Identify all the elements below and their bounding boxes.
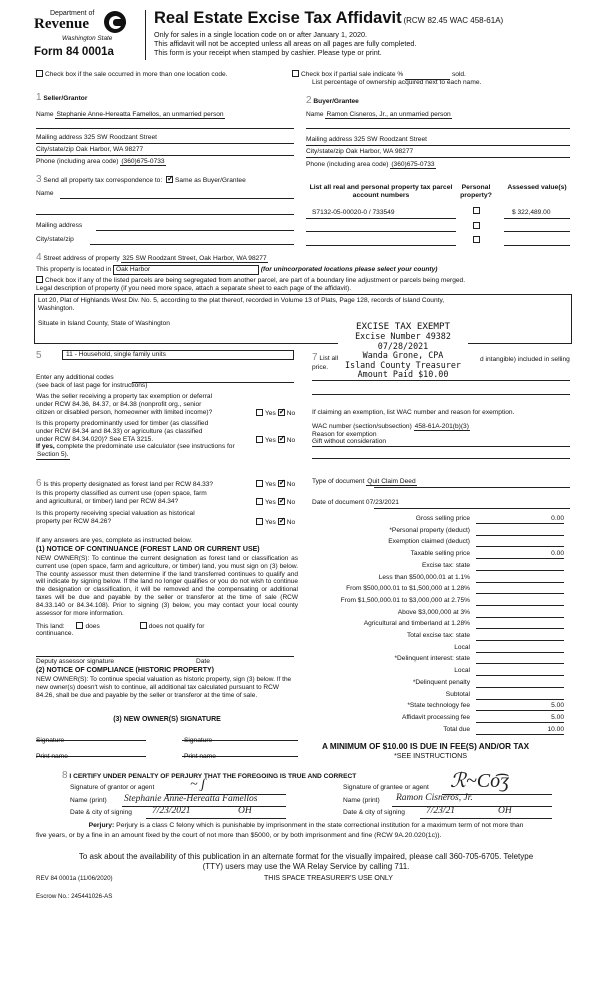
seller-name: Name Stephanie Anne-Hereatta Famellos, an unmarried person	[36, 111, 224, 118]
new-owner-signature-head: (3) NEW OWNER(S) SIGNATURE	[113, 716, 221, 723]
legal-description-box: Lot 20, Plat of Highlands West Div. No. 5, according to the plat thereof, recorded in Volume 13 of Plats, Page 128, records of Island County, Washington. Situate in Island County, State of Washington	[34, 294, 572, 344]
treasurer-use: THIS SPACE TREASURER'S USE ONLY	[264, 875, 393, 882]
section7-intangible: d intangible) included in selling	[480, 356, 570, 363]
owner-print-1: Print name	[36, 753, 68, 760]
exemption-yes-no[interactable]: Yes✓ No	[254, 409, 295, 418]
historic-question: Is this property receiving special valuation as historical property per RCW 84.26?	[36, 510, 195, 525]
personal-property-header: Personal property?	[460, 184, 492, 200]
owner-signature-2: Signature	[184, 737, 213, 744]
grantee-signature: Signature of grantee or agent	[343, 784, 429, 791]
tax-row-value: 5.00	[476, 714, 564, 723]
current-use-question: Is this property classified as current use (open space, farm and agricultural, or timber) land per RCW 84.34?	[36, 490, 207, 505]
grantor-signature: Signature of grantor or agent	[70, 784, 155, 791]
property-location: This property is located in Oak Harbor (for unincorporated locations please select your county)	[36, 266, 438, 273]
wac-question: If claiming an exemption, list WAC number and reason for exemption.	[312, 409, 515, 416]
grantee-date-city: Date & city of signing	[343, 809, 405, 816]
grantor-name-print: Name (print)	[70, 797, 107, 804]
exemption-question: Was the seller receiving a property tax exemption or deferral under RCW 84.36, 84.37, or 84.38 (nonprofit org., senior citizen or disabled person, homeowner with limited income)?	[36, 393, 213, 416]
grantor-city: OH	[238, 806, 252, 816]
tax-row-label: Agricultural and timberland at 1.28%	[363, 620, 470, 628]
tax-row-label: Above $3,000,000 at 3%	[397, 608, 470, 616]
personal-property-box-1[interactable]	[471, 207, 482, 216]
tax-row-label: Taxable selling price	[410, 550, 470, 558]
if-any-yes: If any answers are yes, complete as instructed below.	[36, 537, 193, 544]
tax-row-label: Gross selling price	[415, 515, 470, 522]
dept-text: Department of	[50, 10, 95, 17]
tax-row-label: Exemption claimed (deduct)	[388, 538, 470, 546]
segregation-check[interactable]: Check box if any of the listed parcels are being segregated from another parcel, are part of a boundary line adjustment or parcels being merged.	[34, 276, 465, 285]
grantee-date: 7/23/21	[426, 806, 456, 816]
corr-name-label: Name	[36, 190, 54, 197]
tax-row-label: *Delinquent interest: state	[394, 655, 470, 663]
wac-number: WAC number (section/subsection) 458-61A-201(b)(3)	[312, 423, 469, 430]
exemption-reason-label: Reason for exemption	[312, 431, 377, 438]
buyer-name: Name Ramon Cisneros, Jr., an unmarried person	[306, 111, 451, 118]
grantee-city: OH	[498, 806, 512, 816]
tax-row-value	[476, 527, 564, 536]
tax-row-value	[476, 609, 564, 618]
tax-row-value	[476, 597, 564, 606]
tax-row-value: 5.00	[476, 702, 564, 711]
seller-heading: 1 Seller/Grantor	[36, 92, 88, 103]
section5-num: 5	[36, 350, 42, 361]
tax-row-label: From $500,000.01 to $1,500,000 at 1.28%	[346, 585, 470, 593]
perjury-notice: Perjury: Perjury is a class C felony which is punishable by imprisonment in the state correctional institution for a maximum term of not more than five years, or by a fine in an amount fixed by the court of not more than $5000, or by both imprisonment and fine (RCW 9A.20.020(1c)).	[36, 822, 524, 840]
tax-row-label: Total excise tax: state	[406, 632, 470, 639]
tax-row-label: *Delinquent penalty	[412, 678, 470, 686]
tax-row-value: 0.00	[476, 550, 564, 559]
header-notes: Only for sales in a single location code on or after January 1, 2020. This affidavit will not be accepted unless all areas on all pages are fully completed. This form is your receipt when stamped by cashier. Please type or print.	[154, 30, 417, 57]
partial-sale-check[interactable]: Check box if partial sale indicate % sold.	[290, 70, 466, 80]
section7-num: 7 List all	[312, 352, 339, 363]
tax-row-value	[476, 691, 564, 700]
buyer-phone: Phone (including area code) (360)675-0733	[306, 161, 435, 168]
grantor-date: 7/23/2021	[152, 806, 191, 816]
seller-city: City/state/zip Oak Harbor, WA 98277	[36, 146, 144, 153]
grantor-signature-mark: ~ ʃ	[190, 777, 206, 792]
tax-row-label: Local	[454, 643, 470, 651]
seller-phone: Phone (including area code) (360)675-0733	[36, 158, 165, 165]
tax-row-value	[476, 562, 564, 571]
see-back: (see back of last page for instructions)	[36, 382, 148, 389]
tax-row-value	[476, 667, 564, 676]
state-text: Washington State	[62, 35, 113, 42]
alternate-format: To ask about the availability of this publication in an alternate format for the visually impaired, please call 360-705-6705. Teletype (TTY) users may use the WA Relay Service by calling 711.	[78, 852, 534, 871]
grantor-date-city: Date & city of signing	[70, 809, 132, 816]
buyer-heading: 2 Buyer/Grantee	[306, 95, 359, 106]
notice-compliance-body: NEW OWNER(S): To continue special valuation as historic property, sign (3) below. If the new owner(s) doesn't wish to continue, all additional tax calculated pursuant to RCW 84.26, shall be due and payable by the seller or transferor at the time of sale.	[36, 676, 292, 699]
document-date: Date of document 07/23/2021	[312, 499, 399, 506]
predominant-use: 11 - Household, single family units	[62, 350, 294, 360]
assessed-value: $ 322,489.00	[512, 209, 551, 216]
parcel-number: S7132-05-00020-0 / 733549	[312, 209, 395, 216]
escrow-number: Escrow No.: 245441026-AS	[36, 893, 113, 900]
notice-compliance-head: (2) NOTICE OF COMPLIANCE (HISTORIC PROPERTY)	[36, 667, 214, 674]
forest-yes-no[interactable]: Yes✓ No	[254, 480, 295, 489]
swoosh-icon	[104, 11, 126, 33]
tax-row-label: Excise tax: state	[421, 561, 470, 569]
form-number: Form 84 0001a	[34, 46, 114, 58]
ownership-note: List percentage of ownership acquired next to each name.	[312, 79, 482, 86]
corr-city-label: City/state/zip	[36, 236, 74, 243]
document-type: Type of document Quit Claim Deed	[312, 478, 416, 485]
legal-label: Legal description of property (if you need more space, attach a separate sheet to each page of the affidavit).	[36, 285, 352, 292]
tax-row-value	[476, 679, 564, 688]
personal-property-box-3[interactable]	[471, 236, 482, 245]
tax-row-label: Affidavit processing fee	[401, 713, 470, 721]
tax-correspondence: 3 Send all property tax correspondence to: ✓ Same as Buyer/Grantee	[36, 174, 246, 186]
notice-continuance-head: (1) NOTICE OF CONTINUANCE (FOREST LAND OR CURRENT USE)	[36, 546, 260, 553]
corr-mail-label: Mailing address	[36, 222, 83, 229]
current-use-yes-no[interactable]: Yes✓ No	[254, 498, 295, 507]
notice-continuance-body: NEW OWNER(S): To continue the current designation as forest land or classification as current use (open space, farm and agriculture, or timber) land, you must sign on (3) below. The county assessor must then determine if the land transferred continues to qualify and will indicate by signing below. If the land no longer qualifies or you do not wish to continue the designation or classification, it will be removed and the compensating or additional taxes will be due and payable by the seller or transferor at the time of sale (RCW 84.33.140 or 84.34.108). Prior to signing (3) below, you may contact your local county assessor for more information.	[36, 555, 298, 617]
grantee-name-written: Ramon Cisneros, Jr.	[396, 793, 473, 803]
continuance: continuance.	[36, 630, 74, 637]
tax-row-value: 10.00	[476, 726, 564, 735]
assessed-value-header: Assessed value(s)	[507, 184, 567, 191]
tax-row-value	[476, 585, 564, 594]
tax-row-value: 0.00	[476, 515, 564, 524]
tax-row-label: *State technology fee	[407, 702, 470, 710]
street-address: 4 Street address of property 325 SW Roodzant Street, Oak Harbor, WA 98277	[36, 252, 267, 263]
tax-row-value	[476, 632, 564, 641]
buyer-city: City/state/zip Oak Harbor, WA 98277	[306, 148, 414, 155]
owner-print-2: Print name	[184, 753, 216, 760]
tax-row-value	[476, 644, 564, 653]
this-land[interactable]: This land: does does not qualify for	[36, 623, 205, 630]
excise-stamp: EXCISE TAX EXEMPT Excise Number 49382 07/28/2021 Wanda Grone, CPA Island County Treasurer Amount Paid $10.00	[338, 322, 468, 379]
historic-yes-no[interactable]: Yes✓ No	[254, 518, 295, 527]
buyer-mail: Mailing address 325 SW Roodzant Street	[306, 136, 427, 143]
minimum-due: A MINIMUM OF $10.00 IS DUE IN FEE(S) AND/OR TAX	[322, 742, 530, 751]
additional-codes: Enter any additional codes	[36, 374, 114, 381]
tax-row-label: Local	[454, 667, 470, 675]
grantee-signature-mark: ℛ~Co͡ʒ	[450, 770, 509, 792]
form-title: Real Estate Excise Tax Affidavit (RCW 82.45 WAC 458-61A)	[154, 9, 504, 27]
grantee-name-print: Name (print)	[343, 797, 380, 804]
tax-row-value	[476, 574, 564, 583]
tax-row-value	[476, 538, 564, 547]
tax-row-label: Less than $500,000.01 at 1.1%	[378, 573, 470, 581]
tax-row-label: From $1,500,000.01 to $3,000,000 at 2.75%	[340, 596, 470, 604]
tax-row-value	[476, 620, 564, 629]
seller-mail: Mailing address 325 SW Roodzant Street	[36, 134, 157, 141]
tax-row-label: *Personal property (deduct)	[389, 526, 470, 534]
exemption-reason: Gift without consideration	[312, 438, 387, 445]
tax-row-value	[476, 655, 564, 664]
parcel-header: List all real and personal property tax parcel account numbers	[309, 184, 453, 200]
tax-row-label: Total due	[443, 725, 470, 733]
owner-signature-1: Signature	[36, 737, 65, 744]
section7-price: price.	[312, 364, 329, 371]
timber-question: Is this property predominantly used for timber (as classified under RCW 84.34 and 84.33) or agriculture (as classified under RCW 84.34.020)? See ETA 3215. If yes, complete the predominate use calculator (see instructions for Section 5).	[36, 420, 235, 459]
tax-row-label: Subtotal	[445, 690, 470, 698]
revenue-text: Revenue	[34, 16, 89, 32]
timber-yes-no[interactable]: Yes✓ No	[254, 436, 295, 445]
personal-property-box-2[interactable]	[471, 222, 482, 231]
deputy-signature: Deputy assessor signature Date	[36, 658, 210, 665]
forest-land-question: 6 Is this property designated as forest land per RCW 84.33?	[36, 478, 214, 489]
certify-statement: 8 I CERTIFY UNDER PENALTY OF PERJURY THAT THE FOREGOING IS TRUE AND CORRECT	[62, 770, 357, 781]
multi-location-check[interactable]: Check box if the sale occurred in more than one location code.	[34, 70, 228, 79]
see-instructions: *SEE INSTRUCTIONS	[394, 751, 468, 760]
grantor-name-written: Stephanie Anne-Hereatta Famellos	[124, 794, 258, 804]
revision: REV 84 0001a (11/06/2020)	[36, 875, 113, 882]
